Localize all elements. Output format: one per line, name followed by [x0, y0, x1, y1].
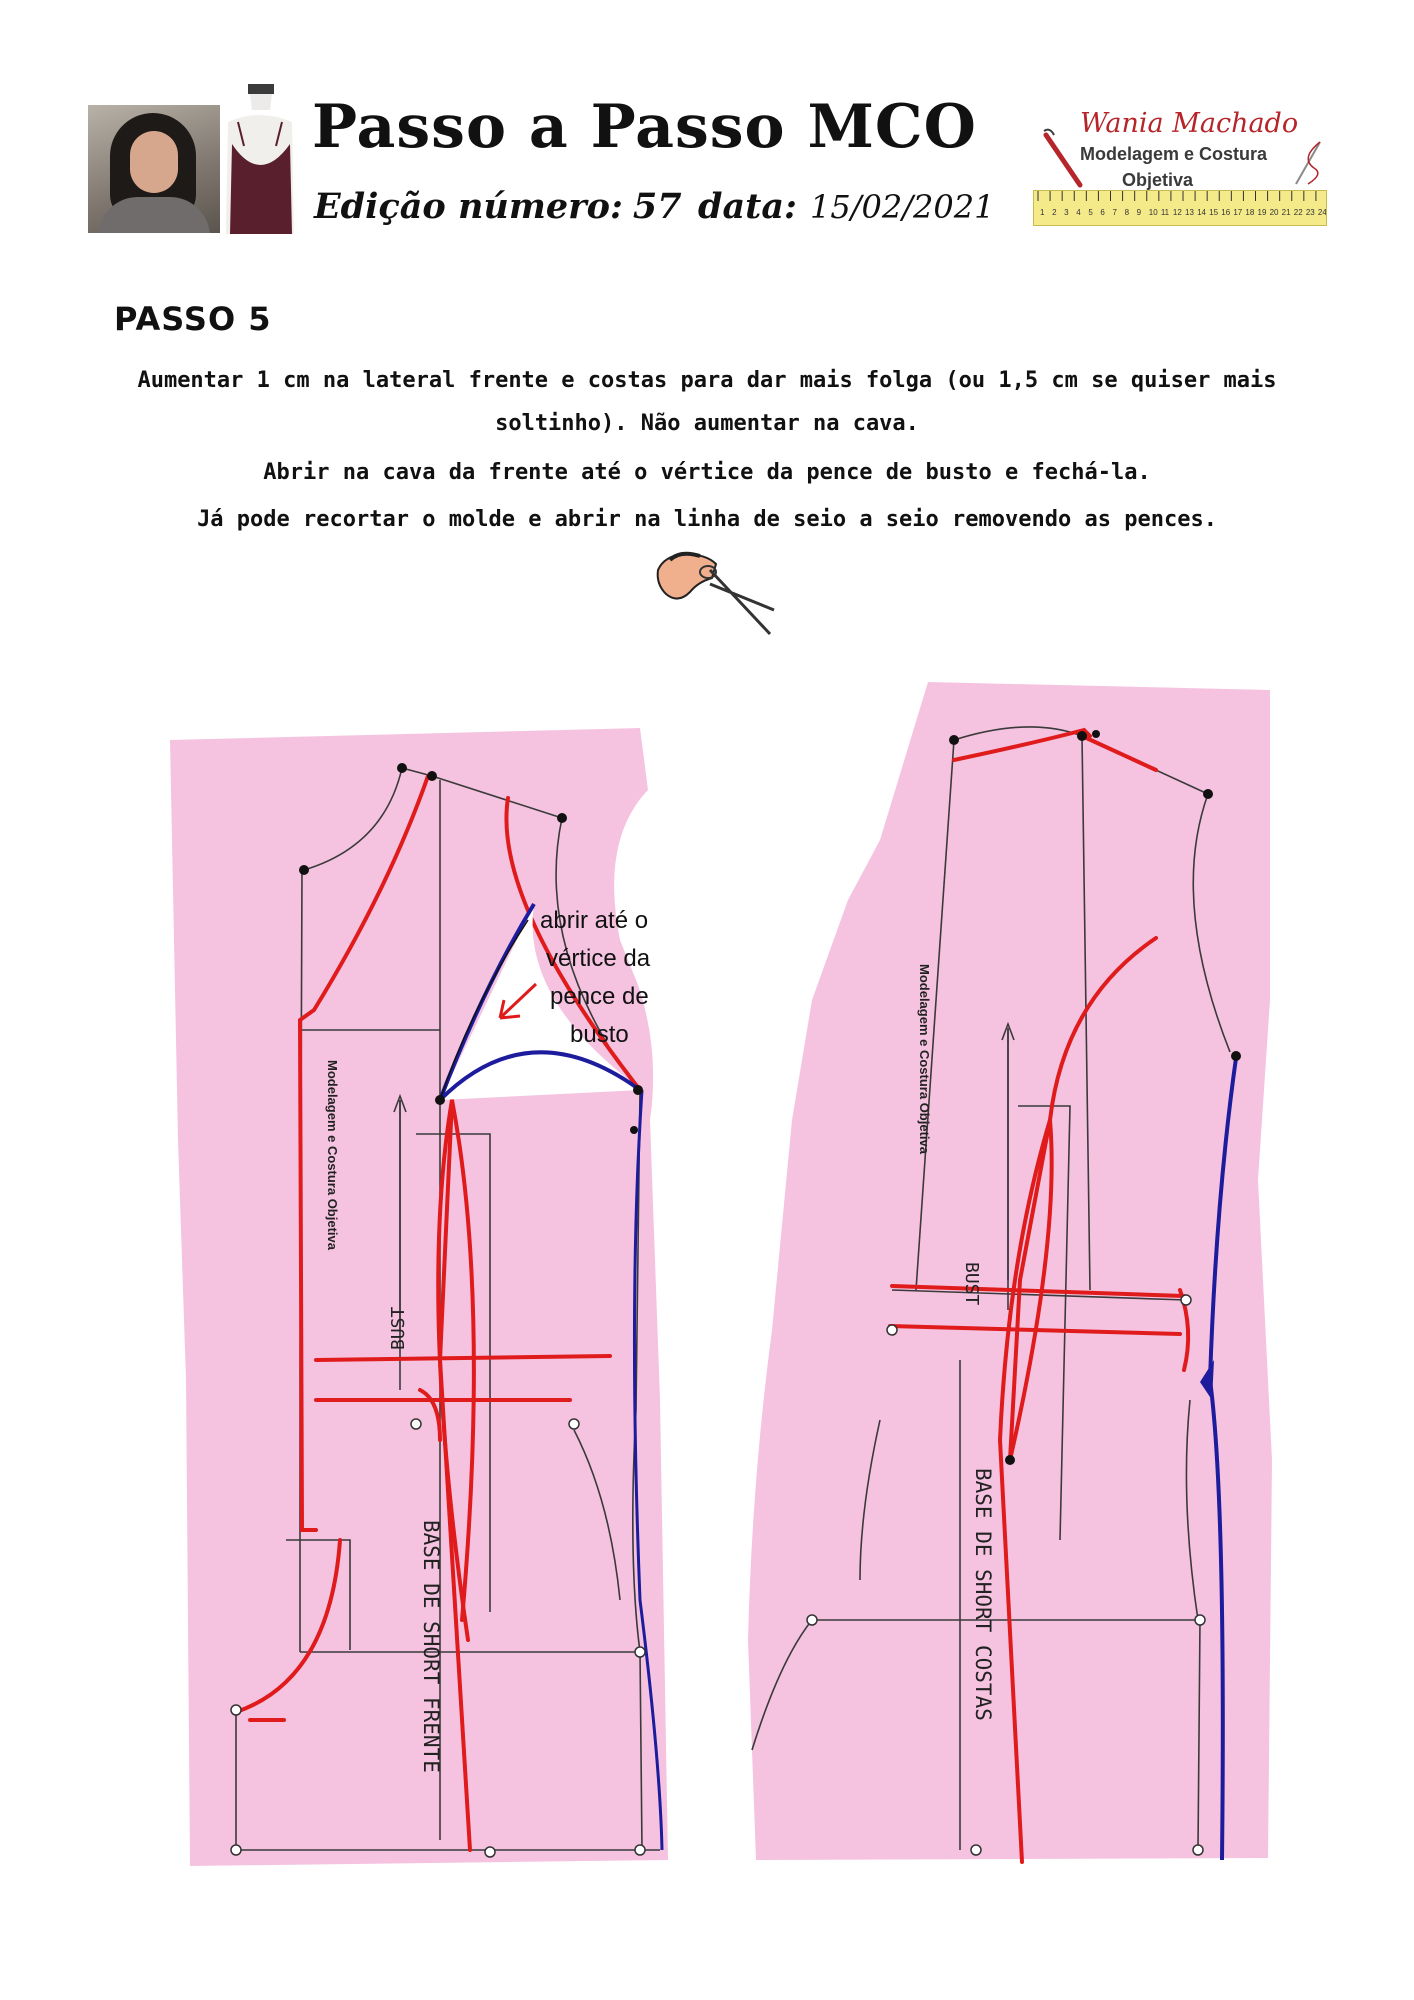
ruler-number: 1 — [1040, 208, 1045, 217]
step-text-line-4: Já pode recortar o molde e abrir na linha de seio a seio removendo as pences. — [197, 507, 1217, 532]
ruler-number: 24 — [1317, 208, 1326, 217]
edition-number: 57 — [632, 186, 682, 227]
ruler-number: 6 — [1100, 208, 1105, 217]
step-text-line-1: Aumentar 1 cm na lateral frente e costas para dar mais folga (ou 1,5 cm se quiser mais — [137, 368, 1277, 393]
brand-name-line1: Modelagem e Costura — [1080, 144, 1268, 164]
ruler-number: 7 — [1112, 208, 1117, 217]
annotation-line-3: pence de — [550, 983, 649, 1010]
annotation-line-4: busto — [570, 1021, 629, 1048]
front-pattern-paper — [170, 728, 668, 1866]
ruler-number: 12 — [1172, 208, 1182, 217]
brand-script-name: Wania Machado — [1080, 108, 1299, 139]
ruler-number: 13 — [1185, 208, 1194, 217]
annotation-line-2: vértice da — [546, 945, 651, 972]
date-label: data: — [698, 186, 797, 227]
ruler-number: 5 — [1088, 208, 1093, 217]
ruler-number: 16 — [1221, 208, 1231, 217]
step-title: PASSO 5 — [114, 300, 272, 338]
ruler-number: 23 — [1305, 208, 1315, 217]
ruler-number: 18 — [1245, 208, 1255, 217]
ruler-number: 14 — [1197, 208, 1206, 217]
back-base-label: BASE DE SHORT COSTAS — [971, 1468, 995, 1721]
ruler-number: 21 — [1281, 208, 1291, 217]
ruler-number: 3 — [1064, 208, 1069, 217]
back-pattern-paper — [748, 682, 1272, 1860]
ruler-number: 22 — [1293, 208, 1303, 217]
ruler-number: 15 — [1209, 208, 1219, 217]
front-vertical-label: Modelagem e Costura Objetiva — [325, 1060, 340, 1250]
ruler-number: 17 — [1233, 208, 1243, 217]
ruler-number: 4 — [1076, 208, 1081, 217]
step-text-line-2: soltinho). Não aumentar na cava. — [495, 411, 919, 436]
ruler-number: 11 — [1160, 208, 1170, 217]
page-title: Passo a Passo MCO — [312, 92, 977, 162]
ruler-number: 20 — [1269, 208, 1279, 217]
annotation-line-1: abrir até o — [540, 907, 649, 934]
ruler-number: 19 — [1257, 208, 1267, 217]
back-vertical-label: Modelagem e Costura Objetiva — [917, 964, 932, 1154]
front-tag-label: BUST — [388, 1306, 409, 1350]
ruler-number: 2 — [1052, 208, 1057, 217]
brand-name-line2: Objetiva — [1122, 170, 1194, 190]
ruler-number: 8 — [1124, 208, 1130, 217]
back-tag-label: BUST — [961, 1262, 982, 1306]
edition-label: Edição número: — [314, 186, 623, 227]
ruler-number: 9 — [1136, 208, 1142, 217]
step-text-line-3: Abrir na cava da frente até o vértice da pence de busto e fechá-la. — [263, 460, 1151, 485]
front-base-label: BASE DE SHORT FRENTE — [419, 1520, 443, 1773]
date-value: 15/02/2021 — [810, 188, 995, 226]
ruler-number: 10 — [1148, 208, 1158, 217]
